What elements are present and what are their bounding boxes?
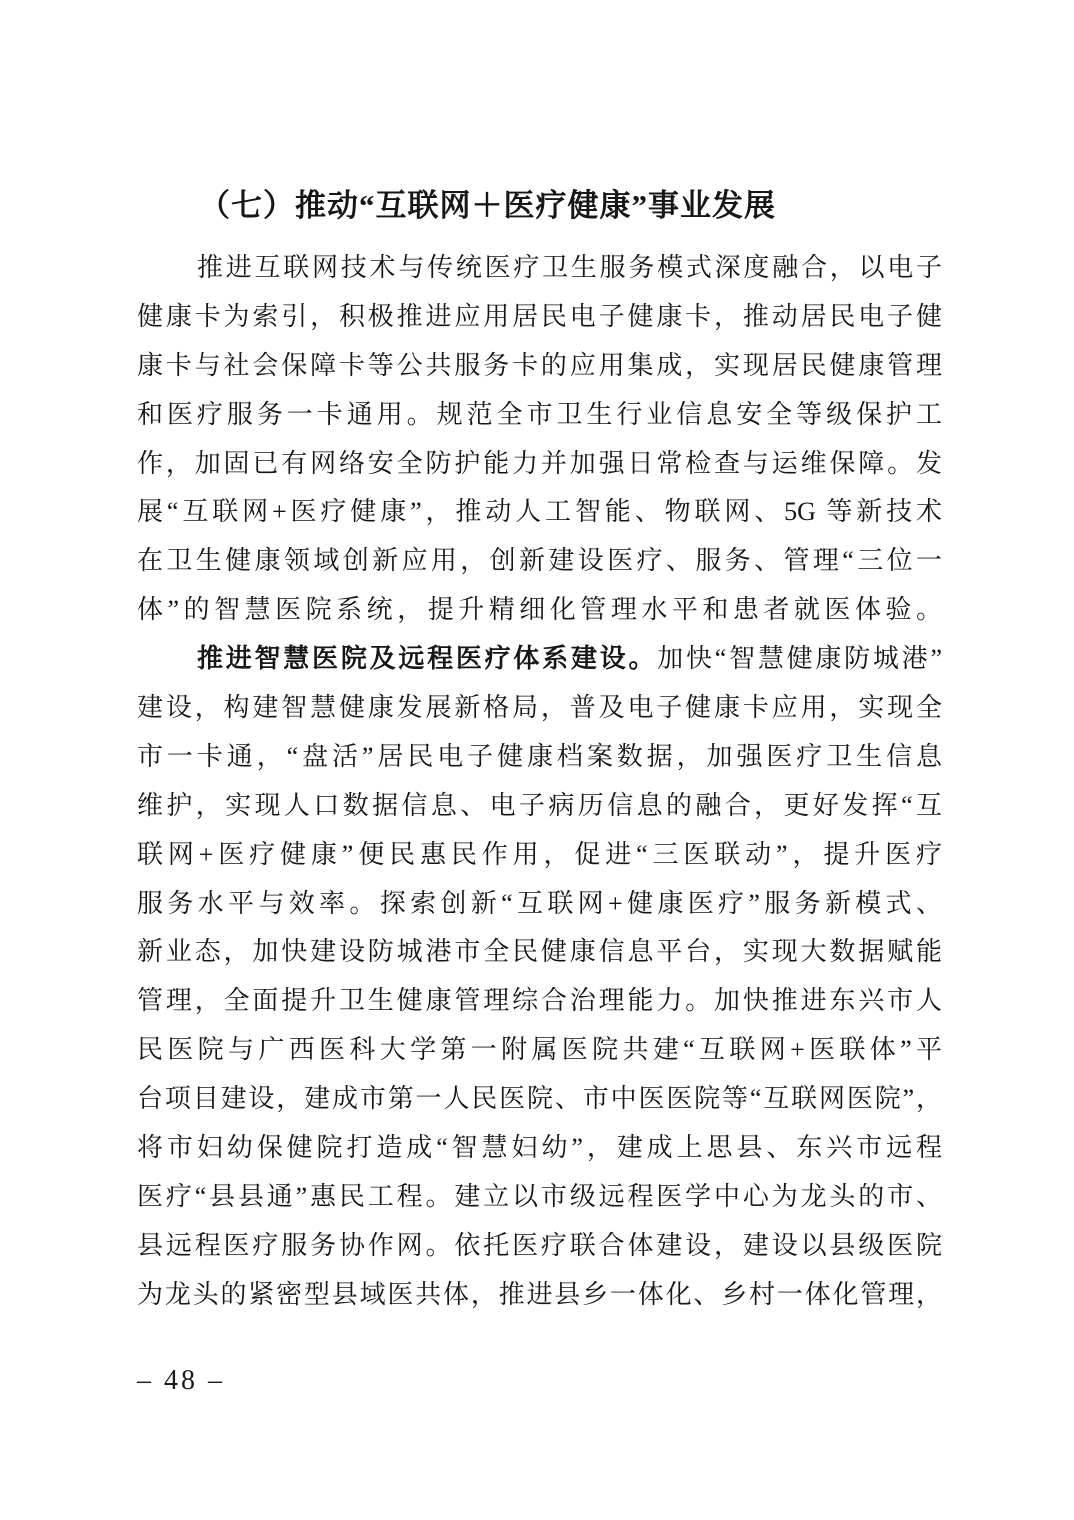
text-line: 健康卡为索引，积极推进应用居民电子健康卡，推动居民电子健 [137,301,942,331]
text-line: 台项目建设，建成市第一人民医院、市中医医院等“互联网医院”， [137,1084,942,1114]
text-line: 展“互联网+医疗健康”，推动人工智能、物联网、5G 等新技术 [137,497,942,527]
text-line: 将市妇幼保健院打造成“智慧妇幼”，建成上思县、东兴市远程 [137,1133,942,1163]
paragraph-2-bold-lead: 推进智慧医院及远程医疗体系建设。 [197,644,658,674]
paragraph-2-first-line-rest: 加快“智慧健康防城港” [657,644,942,674]
text-line: 在卫生健康领域创新应用，创新建设医疗、服务、管理“三位一 [137,546,942,576]
text-line: 管理，全面提升卫生健康管理综合治理能力。加快推进东兴市人 [137,986,942,1016]
text-line: 联网+医疗健康”便民惠民作用，促进“三医联动”，提升医疗 [137,839,942,869]
text-line: 市一卡通，“盘活”居民电子健康档案数据，加强医疗卫生信息 [137,741,942,771]
text-line: 建设，构建智慧健康发展新格局，普及电子健康卡应用，实现全 [137,693,942,723]
section-heading: （七）推动“互联网＋医疗健康”事业发展 [199,188,776,223]
text-line: 民医院与广西医科大学第一附属医院共建“互联网+医联体”平 [137,1035,942,1065]
text-line: 维护，实现人口数据信息、电子病历信息的融合，更好发挥“互 [137,790,942,820]
paragraph-2 [137,635,942,1319]
text-line: 体”的智慧医院系统，提升精细化管理水平和患者就医体验。 [137,595,942,625]
paragraph-2-first-line [137,635,942,684]
text-line: 服务水平与效率。探索创新“互联网+健康医疗”服务新模式、 [137,888,942,918]
paragraph-1 [137,244,942,635]
text-line: 医疗“县县通”惠民工程。建立以市级远程医学中心为龙头的市、 [137,1181,942,1211]
text-line: 推进互联网技术与传统医疗卫生服务模式深度融合，以电子 [197,253,942,282]
paragraph-2-continued [137,684,942,1320]
page-number: – 48 – [137,1365,225,1396]
text-line: 新业态，加快建设防城港市全民健康信息平台，实现大数据赋能 [137,937,942,967]
text-line: 县远程医疗服务协作网。依托医疗联合体建设，建设以县级医院 [137,1230,942,1260]
document-content [137,181,942,1320]
text-line: 和医疗服务一卡通用。规范全市卫生行业信息安全等级保护工 [137,399,942,429]
text-line: 康卡与社会保障卡等公共服务卡的应用集成，实现居民健康管理 [137,350,942,380]
text-line: 为龙头的紧密型县域医共体，推进县乡一体化、乡村一体化管理， [137,1279,942,1309]
text-line: 作，加固已有网络安全防护能力并加强日常检查与运维保障。发 [137,448,942,478]
